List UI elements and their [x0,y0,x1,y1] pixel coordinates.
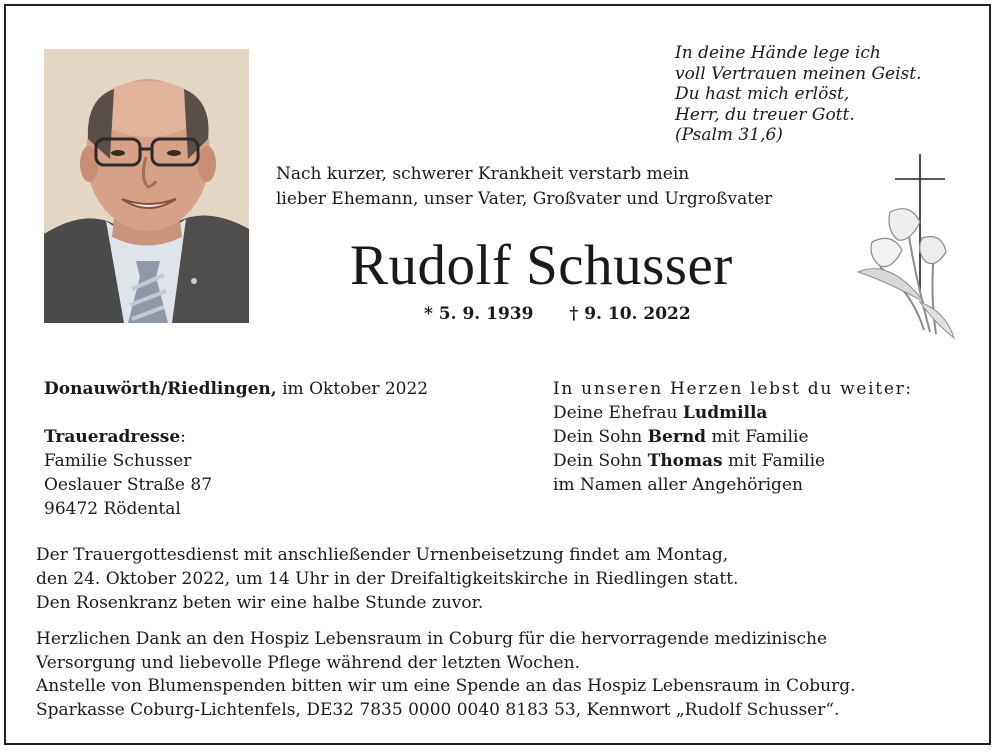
mourner-relation: Dein Sohn [553,427,648,447]
service-line: Der Trauergottesdienst mit anschließender Urnenbeisetzung findet am Montag, [36,545,729,565]
address-label-colon: : [180,427,186,447]
address-line: Oeslauer Straße 87 [44,475,213,495]
intro-line: lieber Ehemann, unser Vater, Großvater und Urgroßvater [276,189,773,209]
cross-with-lily-icon [850,152,960,346]
thanks-line: Versorgung und liebevolle Pflege während der letzten Wochen. [36,652,580,673]
mourner-name: Thomas [647,451,723,471]
mourner-suffix: mit Familie [706,427,809,447]
birth-date: * 5. 9. 1939 [424,304,534,324]
intro-line: Nach kurzer, schwerer Krankheit verstarb mein [276,164,690,184]
life-dates [424,304,691,324]
thanks-paragraph [36,628,856,722]
mourner-line [553,449,913,473]
mourner-line [553,425,913,449]
address-label: Traueradresse [44,427,181,447]
date: im Oktober 2022 [276,379,429,399]
mourners-block [553,377,913,497]
donation-line: Anstelle von Blumenspenden bitten wir um eine Spende an das Hospiz Lebensraum in Coburg. [36,676,856,696]
address-line: Familie Schusser [44,451,192,471]
psalm-line: voll Vertrauen meinen Geist. [675,63,922,84]
place: Donauwörth/Riedlingen, [44,379,277,399]
bank-line: Sparkasse Coburg-Lichtenfels, DE32 7835 0000 0040 8183 53, Kennwort „Rudolf Schusser“. [36,699,840,720]
death-date: † 9. 10. 2022 [569,304,691,324]
psalm-reference: (Psalm 31,6) [675,125,783,145]
mourners-header: In unseren Herzen lebst du weiter: [553,379,913,399]
psalm-line: In deine Hände lege ich [675,43,881,63]
mourner-line [553,401,913,425]
deceased-name: Rudolf Schusser [350,234,733,297]
service-line: den 24. Oktober 2022, um 14 Uhr in der Dreifaltigkeitskirche in Riedlingen statt. [36,569,739,589]
mourner-name: Ludmilla [682,403,768,423]
address-block [44,377,428,521]
mourner-relation: Dein Sohn [553,451,648,471]
psalm-quote [675,43,922,146]
service-paragraph [36,543,738,615]
portrait-photo [44,49,249,323]
thanks-line: Herzlichen Dank an den Hospiz Lebensraum in Coburg für die hervorragende medizinische [36,629,828,649]
address-line: 96472 Rödental [44,499,181,519]
mourner-suffix: mit Familie [722,451,826,471]
intro-text [276,162,772,212]
mourner-name: Bernd [647,427,707,447]
mourner-line: im Namen aller Angehörigen [553,475,803,495]
address-label-line [44,425,428,449]
mourner-relation: Deine Ehefrau [553,403,683,423]
psalm-line: Du hast mich erlöst, [675,84,850,104]
place-date-line [44,377,428,401]
service-line: Den Rosenkranz beten wir eine halbe Stunde zuvor. [36,593,484,613]
psalm-line: Herr, du treuer Gott. [675,104,855,125]
